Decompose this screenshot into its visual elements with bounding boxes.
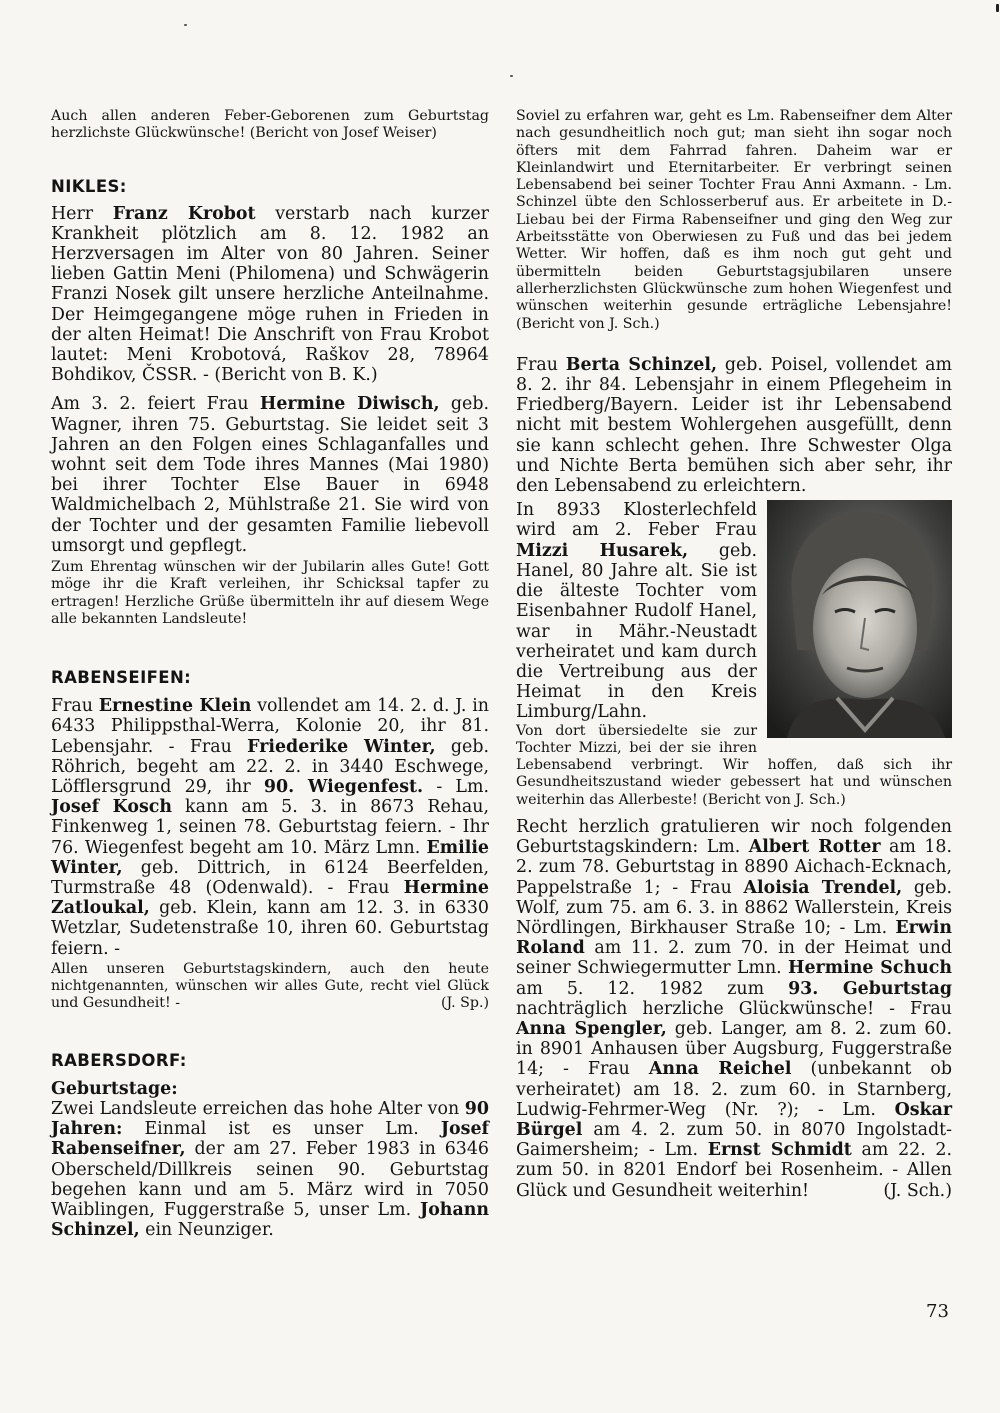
text-run: Recht herzlich gratulieren wir noch folgenden Geburtstagskindern: Lm. — [516, 817, 952, 858]
text-run: am 11. 2. zum 70. in der Heimat und seiner Schwiegermutter Lmn. — [516, 938, 952, 979]
author-note: (J. Sch.) — [883, 1180, 952, 1201]
person-name: Emilie Winter, — [51, 837, 489, 878]
scan-speck — [510, 75, 513, 77]
text-run: Frau — [516, 354, 566, 375]
text-run: geb. Klein, kann am 12. 3. in 6330 Wetzlar, Sudetenstraße 10, ihren 60. Geburtstag feiern. - — [51, 898, 489, 959]
text-run: der am 27. Feber 1983 in 6346 Oberscheld/Dillkreis seinen 90. Geburtstag begehen kann und am 5. März wird in 7050 Waiblingen, Fuggerstraße 5, unser Lm. — [51, 1139, 489, 1220]
person-name: Johann Schinzel, — [51, 1199, 489, 1241]
section-heading-nikles: NIKLES: — [51, 176, 127, 196]
right-column — [516, 108, 952, 1201]
text-run: nachträglich herzliche Glückwünsche! - Frau — [516, 998, 952, 1019]
text-run: am 5. 12. 1982 zum — [516, 978, 789, 999]
text-run: am 22. 2. zum 50. in 8201 Endorf bei Rosenheim. - Allen Glück und Gesundheit weiterhin! — [516, 1140, 952, 1201]
person-name: Ernst Schmidt — [707, 1140, 852, 1161]
rabersdorf-paragraph-1 — [51, 1099, 489, 1240]
text-run: geb. Poisel, vollendet am 8. 2. ihr 84. Lebensjahr in einem Pflegeheim in Friedberg/Bayern. Leider ist ihr Lebensabend nicht mit bestem Wohlergehen ausgefüllt, denn sie kann schlecht gehen. Ihre Schwester Olga und Nichte Berta bemühen sich aber sehr, ihr den Lebensabend zu erleichtern. — [516, 354, 952, 497]
text-run: geb. Röhrich, begeht am 22. 2. in 3440 Eschwege, Löfflersgrund 29, ihr — [51, 736, 489, 798]
person-name: Josef Rabenseifner, — [51, 1119, 489, 1160]
portrait-photo — [767, 500, 952, 738]
person-name: Franz Krobot — [112, 203, 256, 224]
scan-speck — [996, 4, 999, 12]
text-run: geb. Dittrich, in 6124 Beerfelden, Turmstraße 48 (Odenwald). - Frau — [51, 857, 489, 899]
text-run: geb. Wagner, ihren 75. Geburtstag. Sie leidet seit 3 Jahren an den Folgen eines Schlaganfalles und wohnt seit dem Tode ihres Mannes (Mai 1980) bei ihrer Tochter Else Bauer in 6948 Waldmichelbach 2, Mühlstraße 21. Sie wird von der Tochter und der gesamten Familie liebevoll umsorgt und gepflegt. — [51, 394, 489, 556]
nikles-paragraph-2 — [51, 394, 489, 556]
person-name: Anna Reichel — [648, 1059, 792, 1080]
text-run: Am 3. 2. feiert Frau — [51, 394, 260, 415]
emphasis: 90. Wiegenfest. — [263, 777, 424, 798]
person-name: Hermine Diwisch, — [259, 394, 440, 415]
nikles-paragraph-1 — [51, 204, 489, 386]
person-name: Albert Rotter — [748, 837, 881, 858]
person-name: Ernestine Klein — [98, 696, 252, 717]
rabenseifen-paragraph-1 — [51, 696, 489, 959]
text-run: Einmal ist es unser Lm. — [122, 1119, 441, 1140]
person-name: Aloisia Trendel, — [743, 877, 903, 898]
text-run: - Lm. — [423, 777, 490, 798]
section-heading-rabenseifen: RABENSEIFEN: — [51, 668, 192, 688]
photo-block — [516, 500, 952, 809]
text-run: Allen unseren Geburtstagskindern, auch den heute nichtgenannten, wünschen wir alles Gute, recht viel Glück und Gesundheit! - — [51, 960, 489, 1012]
subheading-geburtstage: Geburtstage: — [51, 1078, 178, 1099]
page-number: 73 — [926, 1301, 949, 1322]
person-name: Mizzi Husarek, — [516, 540, 689, 561]
text-run: geb. Hanel, 80 Jahre alt. Sie ist die älteste Tochter vom Eisenbahner Rudolf Hanel, war in Mähr.-Neustadt verheiratet und kam durch die Vertreibung aus der Heimat in den Kreis Limburg/Lahn. — [516, 540, 757, 723]
person-name: Hermine Schuch — [788, 958, 952, 979]
right-paragraph-4: Von dort übersiedelte sie zur Tochter Mizzi, bei der sie ihren Lebensabend verbringt. Wir hoffen, daß sich ihr Gesundheitszustand wieder gebessert hat und wünschen weiterhin das Allerbeste! (Bericht von J. Sch.) — [516, 722, 952, 808]
rabenseifen-paragraph-2 — [51, 961, 489, 1013]
text-run: kann am 5. 3. in 8673 Rehau, Finkenweg 1, seinen 78. Geburtstag feiern. - Ihr 76. Wiegenfest begeht am 10. März Lmn. — [51, 797, 490, 858]
left-column — [51, 108, 489, 1240]
author-note: (J. Sp.) — [441, 995, 489, 1012]
text-run: geb. Wolf, zum 75. am 6. 3. in 8862 Wallerstein, Kreis Nördlingen, Birkhauser Straße 10; - Lm. — [516, 877, 952, 939]
person-name: Erwin Roland — [516, 918, 952, 959]
emphasis: 93. Geburtstag — [788, 978, 952, 999]
person-name: Josef Kosch — [51, 797, 173, 818]
text-run: ein Neunziger. — [139, 1220, 274, 1241]
person-name: Friederike Winter, — [247, 736, 436, 757]
text-run: vollendet am 14. 2. d. J. in 6433 Philippsthal-Werra, Kolonie 20, ihr 81. Lebensjahr. - Frau — [51, 696, 489, 757]
text-run: Herr — [51, 203, 113, 224]
text-run: In 8933 Klosterlechfeld wird am 2. Feber Frau — [516, 500, 757, 541]
section-heading-rabersdorf: RABERSDORF: — [51, 1050, 187, 1070]
person-name: Oskar Bürgel — [516, 1099, 952, 1141]
right-paragraph-1: Soviel zu erfahren war, geht es Lm. Rabenseifner dem Alter nach gesundheitlich noch gut; man sieht ihn sogar noch öfters mit dem Fahrrad fahren. Daheim war er Kleinlandwirt und Eternitarbeiter. Er verbringt seinen Lebensabend bei seiner Tochter Frau Anni Axmann. - Lm. Schinzel übte den Schlosserberuf aus. Er arbeitete in D.-Liebau bei der Firma Rabenseifner und ging den Weg zur Arbeitsstätte von Oberwiesen zu Fuß und das bei jedem Wetter. Wir hoffen, daß es ihm noch gut geht und übermitteln beiden Geburtstagsjubilaren unsere allerherzlichsten Glückwünsche zum hohen Wiegenfest und wünschen weiterhin gesunde erträgliche Lebensjahre! (Bericht von J. Sch.) — [516, 108, 952, 332]
nikles-paragraph-3: Zum Ehrentag wünschen wir der Jubilarin alles Gute! Gott möge ihr die Kraft verleihen, ihr Schicksal tapfer zu ertragen! Herzliche Grüße übermitteln ihr auf diesem Wege alle bekannten Landsleute! — [51, 559, 489, 627]
person-name: Berta Schinzel, — [565, 354, 718, 375]
intro-paragraph: Auch allen anderen Feber-Geborenen zum Geburtstag herzlichste Glückwünsche! (Bericht von Josef Weiser) — [51, 108, 489, 142]
text-run: Frau — [51, 696, 99, 717]
emphasis: 90 Jahren: — [51, 1098, 489, 1140]
scan-speck — [184, 24, 187, 26]
text-run: am 4. 2. zum 50. in 8070 Ingolstadt-Gaimersheim; - Lm. — [516, 1120, 952, 1161]
text-run: am 18. 2. zum 78. Geburtstag in 8890 Aichach-Ecknach, Pappelstraße 1; - Frau — [516, 837, 952, 898]
text-run: verstarb nach kurzer Krankheit plötzlich am 8. 12. 1982 an Herzversagen im Alter von 80 Jahren. Seiner lieben Gattin Meni (Philomena) und Schwägerin Franzi Nosek gilt unsere herzliche Anteilnahme. Der Heimgegangene möge ruhen in Frieden in der alten Heimat! Die Anschrift von Frau Krobot lautet: Meni Krobotová, Raškov 28, 78964 Bohdikov, ČSSR. - (Bericht von B. K.) — [51, 203, 489, 386]
right-paragraph-5 — [516, 817, 952, 1201]
right-paragraph-2 — [516, 355, 952, 496]
person-name: Hermine Zatloukal, — [51, 878, 489, 919]
person-name: Anna Spengler, — [516, 1019, 667, 1040]
text-run: Zwei Landsleute erreichen das hohe Alter von — [51, 1098, 465, 1119]
text-run: geb. Langer, am 8. 2. zum 60. in 8901 Anhausen über Augsburg, Fuggerstraße 14; - Frau — [516, 1019, 952, 1080]
text-run: (unbekannt ob verheiratet) am 18. 2. zum 60. in Starnberg, Ludwig-Fehrmer-Weg (Nr. ?); - Lm. — [516, 1059, 952, 1120]
